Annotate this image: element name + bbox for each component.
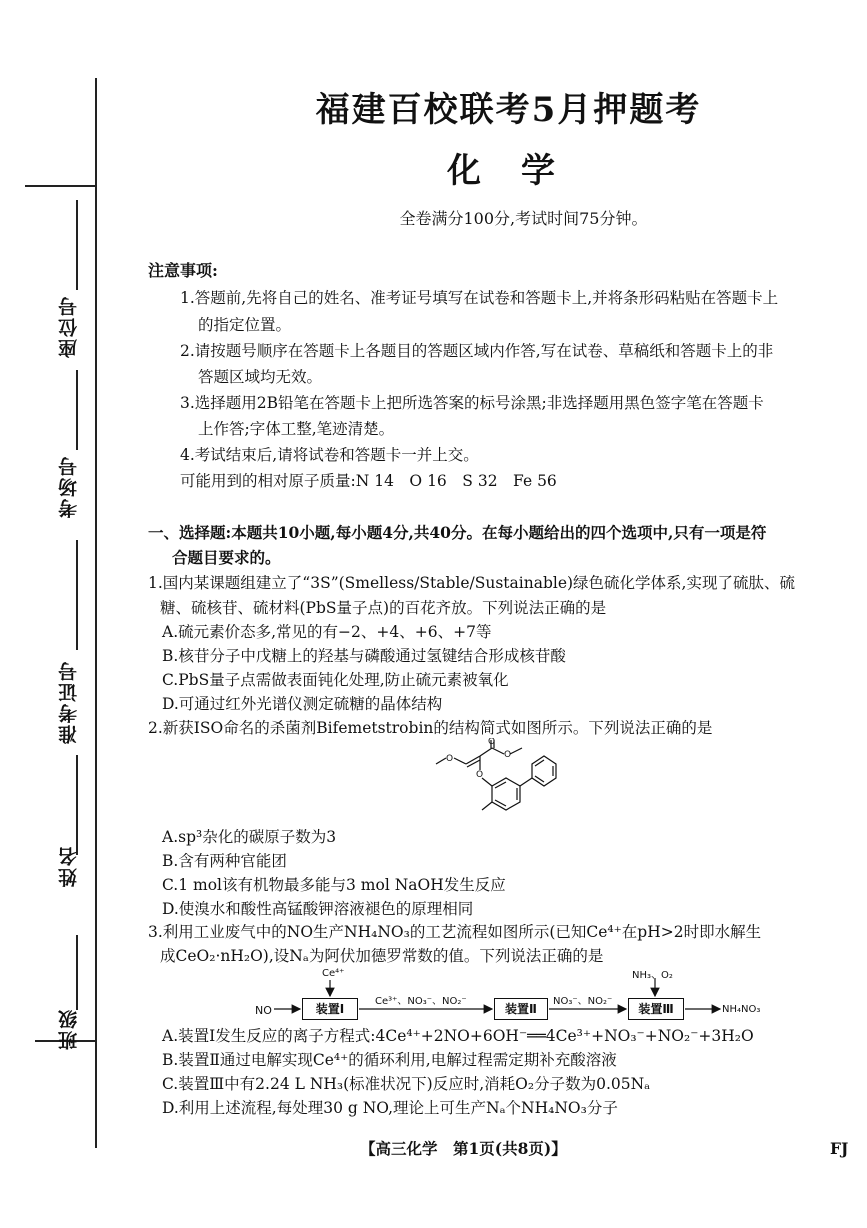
section-heading-line-2: 合题目要求的。 [172,548,281,567]
flow-ce4-reagent: Ce⁴⁺ [322,968,345,979]
seat-number-label: 座位号 [58,295,80,358]
flow-input-no: NO [255,1004,272,1017]
footer-code: FJ [830,1139,849,1158]
notes-heading: 注意事项: [148,261,218,280]
q2-stem: 2.新获ISO命名的杀菌剂Bifemetstrobin的结构简式如图所示。下列说法正确的是 [148,719,713,737]
admission-number-label: 准考证号 [58,660,80,744]
svg-text:O: O [446,754,454,764]
note-line-3: 2.请按题号顺序在答题卡上各题目的答题区域内作答,写在试卷、草稿纸和答题卡上的非 [180,342,774,360]
note-line-2: 的指定位置。 [198,316,292,334]
flow-top-reagents: NH₃、O₂ [632,970,673,981]
exam-room-label: 考场号 [58,455,80,518]
q2-option-b: B.含有两种官能团 [162,852,287,870]
q3-option-a: A.装置Ⅰ发生反应的离子方程式:4Ce⁴⁺+2NO+6OH⁻══4Ce³⁺+NO₃⁻+NO₂⁻+3H₂O [162,1027,754,1045]
q3-stem-line-2: 成CeO₂·nH₂O),设Nₐ为阿伏加德罗常数的值。下列说法正确的是 [160,947,604,965]
section-heading-line-1: 一、选择题:本题共10小题,每小题4分,共40分。在每小题给出的四个选项中,只有一项是符 [148,523,767,542]
note-line-5: 3.选择题用2B铅笔在答题卡上把所选答案的标号涂黑;非选择题用黑色签字笔在答题卡 [180,394,764,412]
exam-title: 福建百校联考5月押题考 [315,90,702,130]
q2-option-a: A.sp³杂化的碳原子数为3 [162,828,337,846]
q3-stem-line-1: 3.利用工业废气中的NO生产NH₄NO₃的工艺流程如图所示(已知Ce⁴⁺在pH>2时即水解生 [148,923,762,941]
atomic-mass-line: 可能用到的相对原子质量:N 14 O 16 S 32 Fe 56 [180,472,557,490]
q1-stem-line-2: 糖、硫核苷、硫材料(PbS量子点)的百花齐放。下列说法正确的是 [160,599,607,617]
svg-text:O: O [476,770,484,780]
note-line-4: 答题区域均无效。 [198,368,323,386]
q2-option-d: D.使溴水和酸性高锰酸钾溶液褪色的原理相同 [162,900,474,918]
q1-stem-line-1: 1.国内某课题组建立了“3S”(Smelless/Stable/Sustainable)绿色硫化学体系,实现了硫肽、硫 [148,574,795,592]
q2-option-c: C.1 mol该有机物最多能与3 mol NaOH发生反应 [162,876,506,894]
subject-title: 化学 [447,151,595,191]
q1-option-c: C.PbS量子点需做表面钝化处理,防止硫元素被氧化 [162,671,509,689]
flow-unit-3: 装置Ⅲ [628,998,684,1020]
svg-text:O: O [488,738,496,747]
note-line-7: 4.考试结束后,请将试卷和答题卡一并上交。 [180,446,479,464]
svg-text:O: O [504,750,512,760]
q3-option-c: C.装置Ⅲ中有2.24 L NH₃(标准状况下)反应时,消耗O₂分子数为0.05Nₐ [162,1075,651,1093]
flow-unit-1: 装置Ⅰ [302,998,358,1020]
q1-option-b: B.核苷分子中戊糖上的羟基与磷酸通过氢键结合形成核苷酸 [162,647,566,665]
q1-option-a: A.硫元素价态多,常见的有−2、+4、+6、+7等 [162,623,492,641]
flow-mid-label-2: NO₃⁻、NO₂⁻ [553,996,613,1007]
q3-option-d: D.利用上述流程,每处理30 g NO,理论上可生产Nₐ个NH₄NO₃分子 [162,1099,618,1117]
q3-option-b: B.装置Ⅱ通过电解实现Ce⁴⁺的循环利用,电解过程需定期补充酸溶液 [162,1051,617,1069]
note-line-6: 上作答;字体工整,笔迹清楚。 [198,420,395,438]
note-line-1: 1.答题前,先将自己的姓名、准考证号填写在试卷和答题卡上,并将条形码粘贴在答题卡上 [180,289,779,307]
flow-output: NH₄NO₃ [722,1004,761,1015]
name-label: 姓名 [58,845,80,887]
flow-unit-2: 装置Ⅱ [494,998,548,1020]
q1-option-d: D.可通过红外光谱仪测定硫糖的晶体结构 [162,695,443,713]
flow-mid-label-1: Ce³⁺、NO₃⁻、NO₂⁻ [375,996,467,1007]
class-label: 班级 [58,1008,80,1050]
page-footer: 【高三化学 第1页(共8页)】 [360,1139,567,1158]
score-info: 全卷满分100分,考试时间75分钟。 [399,209,648,228]
